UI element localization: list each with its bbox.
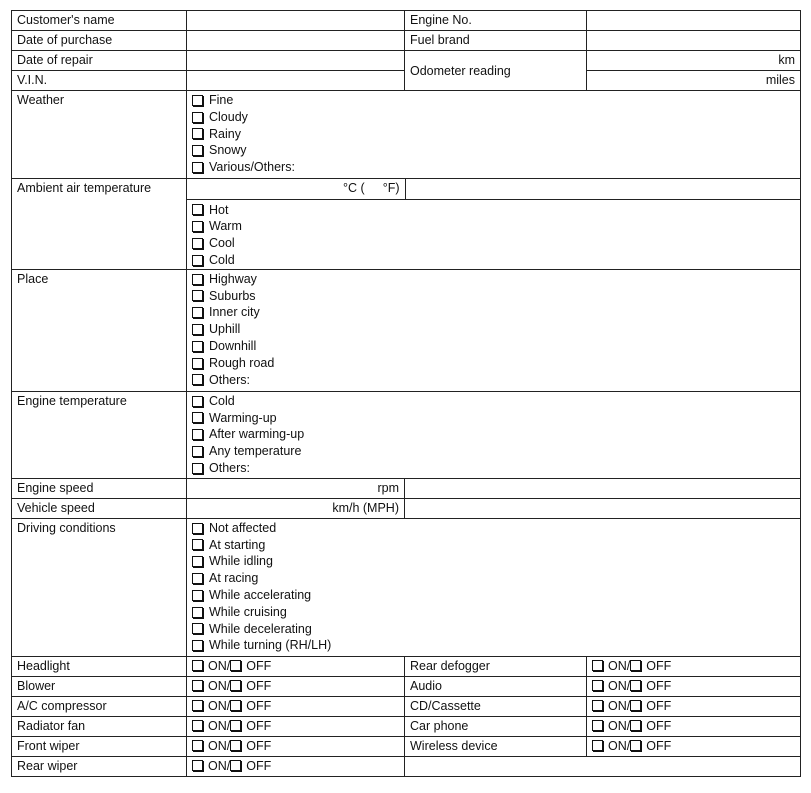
on-label: ON/: [208, 738, 231, 753]
checkbox-icon[interactable]: [192, 539, 203, 550]
off-checkbox-icon[interactable]: [630, 680, 641, 691]
checkbox-icon[interactable]: [192, 396, 203, 407]
on-checkbox-icon[interactable]: [592, 660, 603, 671]
option-label: Fine: [209, 93, 234, 108]
option-label: While cruising: [209, 604, 287, 619]
on-label: ON/: [208, 758, 231, 773]
checkbox-icon[interactable]: [192, 429, 203, 440]
place-option-uphill[interactable]: [192, 321, 795, 338]
celsius-unit: °C (: [343, 181, 365, 195]
off-checkbox-icon[interactable]: [230, 720, 241, 731]
driving-option-at-racing[interactable]: [192, 570, 795, 587]
radiator-fan-label: Radiator fan: [12, 716, 187, 736]
option-label: Cool: [209, 236, 235, 251]
car-phone-label: Car phone: [405, 716, 587, 736]
customer-inquiry-form: [11, 10, 801, 777]
option-label: Various/Others:: [209, 160, 295, 175]
date-of-purchase-label: Date of purchase: [12, 31, 187, 51]
off-label: OFF: [646, 698, 672, 713]
checkbox-icon[interactable]: [192, 112, 203, 123]
fuel-brand-label: Fuel brand: [405, 31, 587, 51]
checkbox-icon[interactable]: [192, 145, 203, 156]
driving-option-at-starting[interactable]: [192, 536, 795, 553]
ambient-option-warm[interactable]: [192, 218, 795, 235]
checkbox-icon[interactable]: [192, 307, 203, 318]
engine-speed-notes-field[interactable]: [405, 478, 801, 498]
option-label: Cold: [209, 393, 235, 408]
odometer-reading-label: Odometer reading: [405, 51, 587, 91]
engine-no-label: Engine No.: [405, 11, 587, 31]
off-checkbox-icon[interactable]: [230, 760, 241, 771]
on-checkbox-icon[interactable]: [192, 680, 203, 691]
on-checkbox-icon[interactable]: [192, 700, 203, 711]
weather-option-cloudy[interactable]: [192, 109, 795, 126]
option-label: Rough road: [209, 355, 275, 370]
option-label: While idling: [209, 554, 273, 569]
place-option-rough-road[interactable]: [192, 355, 795, 372]
radiator-fan-switch: [187, 716, 405, 736]
off-label: OFF: [246, 698, 272, 713]
checkbox-icon[interactable]: [192, 95, 203, 106]
rear-defogger-switch: [587, 656, 801, 676]
option-label: While decelerating: [209, 621, 312, 636]
ac-compressor-label: A/C compressor: [12, 696, 187, 716]
headlight-label: Headlight: [12, 656, 187, 676]
option-label: While accelerating: [209, 587, 312, 602]
driving-option-while-decelerating[interactable]: [192, 620, 795, 637]
option-label: Others:: [209, 372, 250, 387]
option-label: Downhill: [209, 338, 257, 353]
off-label: OFF: [246, 758, 272, 773]
checkbox-icon[interactable]: [192, 374, 203, 385]
vehicle-speed-label: Vehicle speed: [12, 498, 187, 518]
weather-label: Weather: [12, 91, 187, 179]
weather-option-snowy[interactable]: [192, 142, 795, 159]
checkbox-icon[interactable]: [192, 238, 203, 249]
odometer-miles-field[interactable]: [587, 71, 801, 91]
place-options: [187, 269, 801, 391]
on-label: ON/: [608, 718, 631, 733]
checkbox-icon[interactable]: [192, 162, 203, 173]
off-label: OFF: [646, 678, 672, 693]
option-label: While turning (RH/LH): [209, 638, 332, 653]
weather-option-fine[interactable]: [192, 92, 795, 109]
on-label: ON/: [208, 698, 231, 713]
option-label: Warming-up: [209, 410, 277, 425]
checkbox-icon[interactable]: [192, 255, 203, 266]
checkbox-icon[interactable]: [192, 556, 203, 567]
checkbox-icon[interactable]: [192, 446, 203, 457]
off-label: OFF: [246, 718, 272, 733]
on-checkbox-icon[interactable]: [592, 720, 603, 731]
engine-temperature-options: [187, 391, 801, 478]
engine-temp-option-warming-up[interactable]: [192, 409, 795, 426]
option-label: Uphill: [209, 322, 241, 337]
option-label: Snowy: [209, 143, 247, 158]
checkbox-icon[interactable]: [192, 607, 203, 618]
place-option-suburbs[interactable]: [192, 287, 795, 304]
blower-label: Blower: [12, 676, 187, 696]
ambient-option-cool[interactable]: [192, 235, 795, 252]
vehicle-speed-notes-field[interactable]: [405, 498, 801, 518]
off-label: OFF: [646, 718, 672, 733]
front-wiper-switch: [187, 736, 405, 756]
on-label: ON/: [608, 658, 631, 673]
option-label: After warming-up: [209, 427, 305, 442]
option-label: Others:: [209, 460, 250, 475]
place-option-inner-city[interactable]: [192, 304, 795, 321]
on-checkbox-icon[interactable]: [592, 680, 603, 691]
option-label: Rainy: [209, 126, 241, 141]
ambient-option-cold[interactable]: [192, 252, 795, 269]
option-label: Not affected: [209, 520, 277, 535]
off-label: OFF: [246, 738, 272, 753]
cd-cassette-label: CD/Cassette: [405, 696, 587, 716]
engine-temp-option-after-warming-up[interactable]: [192, 426, 795, 443]
checkbox-icon[interactable]: [192, 523, 203, 534]
option-label: At starting: [209, 537, 266, 552]
checkbox-icon[interactable]: [192, 290, 203, 301]
off-label: OFF: [646, 738, 672, 753]
checkbox-icon[interactable]: [192, 412, 203, 423]
checkbox-icon[interactable]: [192, 573, 203, 584]
on-checkbox-icon[interactable]: [592, 740, 603, 751]
date-of-repair-label: Date of repair: [12, 51, 187, 71]
speed-unit: km/h (MPH): [332, 500, 399, 515]
place-option-others[interactable]: [192, 371, 795, 388]
rpm-unit: rpm: [377, 480, 399, 495]
driving-option-while-idling[interactable]: [192, 553, 795, 570]
ac-compressor-switch: [187, 696, 405, 716]
place-option-downhill[interactable]: [192, 338, 795, 355]
engine-no-field[interactable]: [587, 11, 801, 31]
engine-speed-label: Engine speed: [12, 478, 187, 498]
on-checkbox-icon[interactable]: [192, 720, 203, 731]
off-checkbox-icon[interactable]: [630, 720, 641, 731]
rear-defogger-label: Rear defogger: [405, 656, 587, 676]
ambient-options: [187, 199, 800, 269]
driving-option-while-cruising[interactable]: [192, 604, 795, 621]
checkbox-icon[interactable]: [192, 221, 203, 232]
fuel-brand-field[interactable]: [587, 31, 801, 51]
car-phone-switch: [587, 716, 801, 736]
option-label: Highway: [209, 271, 257, 286]
miles-unit: miles: [765, 73, 795, 87]
customer-name-label: Customer's name: [12, 11, 187, 31]
date-of-purchase-field[interactable]: [187, 31, 405, 51]
place-label: Place: [12, 269, 187, 391]
checkbox-icon[interactable]: [192, 590, 203, 601]
vin-label: V.I.N.: [12, 71, 187, 91]
option-label: At racing: [209, 571, 259, 586]
cd-cassette-switch: [587, 696, 801, 716]
on-label: ON/: [608, 698, 631, 713]
checkbox-icon[interactable]: [192, 463, 203, 474]
checkbox-icon[interactable]: [192, 341, 203, 352]
front-wiper-label: Front wiper: [12, 736, 187, 756]
off-checkbox-icon[interactable]: [230, 700, 241, 711]
on-label: ON/: [608, 678, 631, 693]
audio-switch: [587, 676, 801, 696]
date-of-repair-field[interactable]: [187, 51, 405, 71]
blower-switch: [187, 676, 405, 696]
checkbox-icon[interactable]: [192, 204, 203, 215]
weather-options: [187, 91, 801, 179]
on-label: ON/: [608, 738, 631, 753]
fahrenheit-unit: °F): [382, 181, 400, 195]
on-checkbox-icon[interactable]: [592, 700, 603, 711]
checkbox-icon[interactable]: [192, 623, 203, 634]
ambient-air-temperature-label: Ambient air temperature: [12, 179, 187, 270]
vehicle-speed-field[interactable]: [187, 498, 405, 518]
wireless-device-label: Wireless device: [405, 736, 587, 756]
temperature-field[interactable]: [187, 179, 405, 199]
checkbox-icon[interactable]: [192, 324, 203, 335]
off-checkbox-icon[interactable]: [630, 740, 641, 751]
option-label: Cloudy: [209, 109, 248, 124]
on-checkbox-icon[interactable]: [192, 660, 203, 671]
weather-option-rainy[interactable]: [192, 126, 795, 143]
off-checkbox-icon[interactable]: [230, 660, 241, 671]
vin-field[interactable]: [187, 71, 405, 91]
rear-wiper-switch: [187, 756, 405, 776]
driving-conditions-label: Driving conditions: [12, 518, 187, 656]
off-checkbox-icon[interactable]: [230, 680, 241, 691]
on-checkbox-icon[interactable]: [192, 740, 203, 751]
option-label: Suburbs: [209, 288, 256, 303]
checkbox-icon[interactable]: [192, 128, 203, 139]
driving-conditions-options: [187, 518, 801, 656]
checkbox-icon[interactable]: [192, 274, 203, 285]
engine-temp-option-others[interactable]: [192, 460, 795, 477]
temperature-notes-field[interactable]: [405, 179, 800, 199]
option-label: Warm: [209, 219, 242, 234]
checkbox-icon[interactable]: [192, 358, 203, 369]
on-label: ON/: [208, 658, 231, 673]
wireless-device-switch: [587, 736, 801, 756]
weather-option-others[interactable]: [192, 159, 795, 176]
option-label: Any temperature: [209, 444, 302, 459]
driving-option-while-turning[interactable]: [192, 637, 795, 654]
headlight-switch: [187, 656, 405, 676]
rear-wiper-label: Rear wiper: [12, 756, 187, 776]
place-option-highway[interactable]: [192, 271, 795, 288]
engine-temp-option-cold[interactable]: [192, 393, 795, 410]
off-checkbox-icon[interactable]: [630, 660, 641, 671]
ambient-temperature-cell: [187, 179, 801, 270]
off-checkbox-icon[interactable]: [630, 700, 641, 711]
driving-option-not-affected[interactable]: [192, 520, 795, 537]
checkbox-icon[interactable]: [192, 640, 203, 651]
option-label: Inner city: [209, 305, 260, 320]
km-unit: km: [778, 53, 795, 67]
off-label: OFF: [246, 658, 272, 673]
engine-temp-option-any[interactable]: [192, 443, 795, 460]
engine-temperature-label: Engine temperature: [12, 391, 187, 478]
off-label: OFF: [646, 658, 672, 673]
driving-option-while-accelerating[interactable]: [192, 587, 795, 604]
empty-cell: [405, 756, 801, 776]
on-label: ON/: [208, 718, 231, 733]
engine-speed-field[interactable]: [187, 478, 405, 498]
option-label: Hot: [209, 202, 229, 217]
on-label: ON/: [208, 678, 231, 693]
off-label: OFF: [246, 678, 272, 693]
audio-label: Audio: [405, 676, 587, 696]
customer-name-field[interactable]: [187, 11, 405, 31]
odometer-km-field[interactable]: [587, 51, 801, 71]
ambient-option-hot[interactable]: [192, 202, 795, 219]
option-label: Cold: [209, 252, 235, 267]
on-checkbox-icon[interactable]: [192, 760, 203, 771]
off-checkbox-icon[interactable]: [230, 740, 241, 751]
